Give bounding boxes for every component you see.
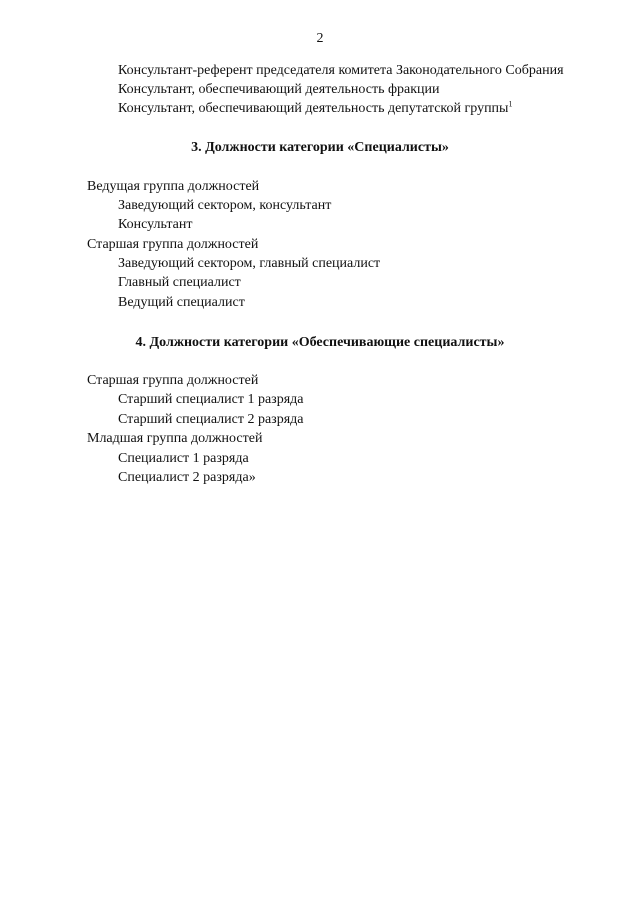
position-line-text: Консультант, обеспечивающий деятельность депутатской группы xyxy=(118,101,509,116)
position-line: Старший специалист 1 разряда xyxy=(118,392,304,407)
group-heading: Старшая группа должностей xyxy=(87,237,259,252)
page-number: 2 xyxy=(316,31,324,46)
group-heading: Младшая группа должностей xyxy=(87,431,263,446)
group-heading: Ведущая группа должностей xyxy=(87,179,260,194)
position-line: Консультант xyxy=(118,217,193,232)
position-line: Ведущий специалист xyxy=(118,295,245,310)
position-line: Специалист 2 разряда» xyxy=(118,470,256,485)
position-line: Старший специалист 2 разряда xyxy=(118,412,304,427)
position-line-with-footnote xyxy=(118,100,512,118)
group-heading: Старшая группа должностей xyxy=(87,373,259,388)
section-4-heading: 4. Должности категории «Обеспечивающие специалисты» xyxy=(135,335,505,350)
position-line: Главный специалист xyxy=(118,275,241,290)
position-line: Специалист 1 разряда xyxy=(118,451,249,466)
position-line: Заведующий сектором, консультант xyxy=(118,198,332,213)
footnote-mark: 1 xyxy=(508,99,513,109)
position-line: Консультант, обеспечивающий деятельность фракции xyxy=(118,82,440,97)
position-line: Заведующий сектором, главный специалист xyxy=(118,256,381,271)
position-line: Консультант-референт председателя комитета Законодательного Собрания xyxy=(118,63,564,78)
section-3-heading: 3. Должности категории «Специалисты» xyxy=(191,140,449,155)
